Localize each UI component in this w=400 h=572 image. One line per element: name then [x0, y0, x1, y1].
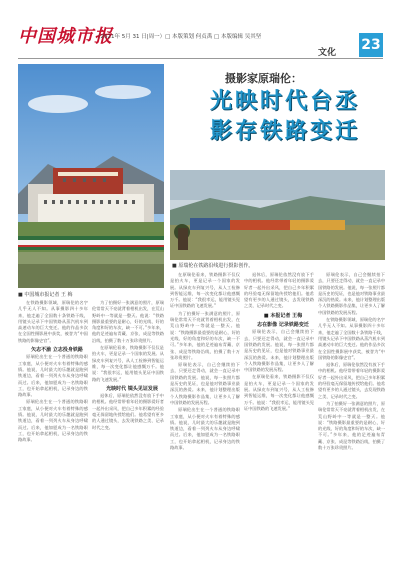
col4-body: 退休后，原瑞伦依然没有放下手中的相机。他经常带着年轻的摄影爱好者一起外出采风，把自己多年积累的经验毫无保留地传授给他们。他希望有更多的人通过镜头，去发现铁路之美、记录时代之变。 [244, 272, 314, 309]
col3-body-2: 为了拍摄好一张满意的照片，原瑞伦常常天不亮就背着相机出发，在荒山野岭中一等就是一整天。他说：“铁路摄影最重要的是耐心，好的光线、好的角度和好的车次，缺一不可。”多年来，他的足迹遍布青藏、京张、成昆等铁路沿线，拍摄了数十万张珍贵照片。 [170, 310, 240, 360]
article-column-2 [92, 300, 164, 562]
article-column-5 [318, 272, 385, 562]
col4-byline: ■ 本报记者 王梅 [263, 312, 303, 319]
col1-body: 原瑞伦出生在一个普通的铁路职工家庭，从小便对火车有着特殊的感情。他说，儿时最大的乐趣就是跑到铁道边，看着一列列火车从身边呼啸而过。后来，他如愿成为一名铁路职工，也开始拿起相机，记录身边的铁路故事。 [18, 354, 88, 398]
col2-body-3: 退休后，原瑞伦依然没有放下手中的相机。他经常带着年轻的摄影爱好者一起外出采风，把自己多年积累的经验毫无保留地传授给他们。他希望有更多的人通过镜头，去发现铁路之美、记录时代之变。 [92, 393, 164, 430]
col5-body: 原瑞伦表示，自己会继续拍下去，只要还走得动，就会一直记录中国铁路的发展。他说，每一张照片都是历史的见证，也是他对铁路事业最深沉的热爱。未来，他计划整理出版个人铁路摄影作品集，让更多人了解中国铁路的发展历程。 [318, 272, 385, 315]
article-column-3 [170, 272, 240, 562]
headline-kicker: 摄影家原瑞伦： [225, 72, 302, 85]
palace-train-photo [18, 64, 164, 288]
col5-body-4: 为了拍摄好一张满意的照片，原瑞伦常常天不亮就背着相机出发，在荒山野岭中一等就是一整天。他说：“铁路摄影最重要的是耐心，好的光线、好的角度和好的车次，缺一不可。”多年来，他的足迹遍布青藏、京张、成昆等铁路沿线，拍摄了数十万张珍贵照片。 [318, 400, 385, 451]
col4-subhead: 志在影像 记录铁路变迁 [257, 322, 309, 329]
col1-body-repeat: 原瑞伦出生在一个普通的铁路职工家庭，从小便对火车有着特殊的感情。他说，儿时最大的乐趣就是跑到铁道边，看着一列列火车从身边呼啸而过。后来，他如愿成为一名铁路职工，也开始拿起相机，记录身边的铁路故事。 [18, 399, 88, 443]
left-photo-caption: ■ 中国城市报记者 王 梅 [18, 292, 73, 298]
col1-subhead: 矢志不渝 立志投身铁路 [31, 347, 83, 354]
col3-body-3: 原瑞伦表示，自己会继续拍下去，只要还走得动，就会一直记录中国铁路的发展。他说，每一张照片都是历史的见证，也是他对铁路事业最深沉的热爱。未来，他计划整理出版个人铁路摄影作品集，让更多人了解中国铁路的发展历程。 [170, 362, 240, 405]
right-photo-caption: ■ 原瑞伦在铁路沿线进行摄影创作。 [172, 263, 254, 269]
headline-line-1: 光映时代台丞 [210, 88, 361, 114]
train-landscape-photo [170, 170, 385, 260]
headline-line-2: 影存铁路变迁 [210, 118, 361, 144]
col1-intro: 在铁路摄影领域，原瑞伦的名字几乎无人不知。从事摄影四十多年来，他走遍了全国数十条铁路干线，用镜头记录下中国铁路从蒸汽机车到高速动车的巨大变迁。他的作品多次在全国性摄影展中获奖，被誉为“中国铁路的影像史官”。 [18, 300, 88, 343]
dateline: （2021年 5月 31 日|周一）□ 本版策划 何贞禹 □ 本版编辑 吴其坚 [95, 34, 262, 40]
col5-body-2: 在铁路摄影领域，原瑞伦的名字几乎无人不知。从事摄影四十多年来，他走遍了全国数十条铁路干线，用镜头记录下中国铁路从蒸汽机车到高速动车的巨大变迁。他的作品多次在全国性摄影展中获奖，被誉为“中国铁路的影像史官”。 [318, 317, 385, 360]
col3-body: 在原瑞伦看来，铁路摄影不仅仅是拍火车，更是记录一个国家的发展。从绿皮车到复兴号，从人工检修到智能运维，每一次变化都让他感慨万千。他说：“我很幸运，能用镜头见证中国铁路的飞速发展。” [170, 272, 240, 309]
page-number-badge: 23 [359, 33, 383, 57]
masthead [0, 0, 400, 58]
col5-body-3: 退休后，原瑞伦依然没有放下手中的相机。他经常带着年轻的摄影爱好者一起外出采风，把自己多年积累的经验毫无保留地传授给他们。他希望有更多的人通过镜头，去发现铁路之美、记录时代之变。 [318, 362, 385, 399]
article-column-1 [18, 300, 88, 562]
col4-body-2: 原瑞伦表示，自己会继续拍下去，只要还走得动，就会一直记录中国铁路的发展。他说，每一张照片都是历史的见证，也是他对铁路事业最深沉的热爱。未来，他计划整理出版个人铁路摄影作品集，让更多人了解中国铁路的发展历程。 [244, 329, 314, 373]
newspaper-logo: 中国城市报 [18, 26, 113, 47]
col2-body: 为了拍摄好一张满意的照片，原瑞伦常常天不亮就背着相机出发，在荒山野岭中一等就是一整天。他说：“铁路摄影最重要的是耐心，好的光线、好的角度和好的车次，缺一不可。”多年来，他的足迹遍布青藏、京张、成昆等铁路沿线，拍摄了数十万张珍贵照片。 [92, 300, 164, 343]
headline-main [210, 86, 360, 146]
section-name: 文化 [318, 48, 337, 58]
col2-subhead: 光映时代 镜头见证发展 [106, 385, 158, 392]
col4-body-3: 在原瑞伦看来，铁路摄影不仅仅是拍火车，更是记录一个国家的发展。从绿皮车到复兴号，从人工检修到智能运维，每一次变化都让他感慨万千。他说：“我很幸运，能用镜头见证中国铁路的飞速发展。” [244, 374, 314, 411]
masthead-rule [18, 58, 383, 59]
col3-body-4: 原瑞伦出生在一个普通的铁路职工家庭，从小便对火车有着特殊的感情。他说，儿时最大的乐趣就是跑到铁道边，看着一列列火车从身边呼啸而过。后来，他如愿成为一名铁路职工，也开始拿起相机，记录身边的铁路故事。 [170, 407, 240, 451]
col2-body-2: 在原瑞伦看来，铁路摄影不仅仅是拍火车，更是记录一个国家的发展。从绿皮车到复兴号，从人工检修到智能运维，每一次变化都让他感慨万千。他说：“我很幸运，能用镜头见证中国铁路的飞速发展。” [92, 345, 164, 382]
article-column-4 [244, 272, 314, 562]
